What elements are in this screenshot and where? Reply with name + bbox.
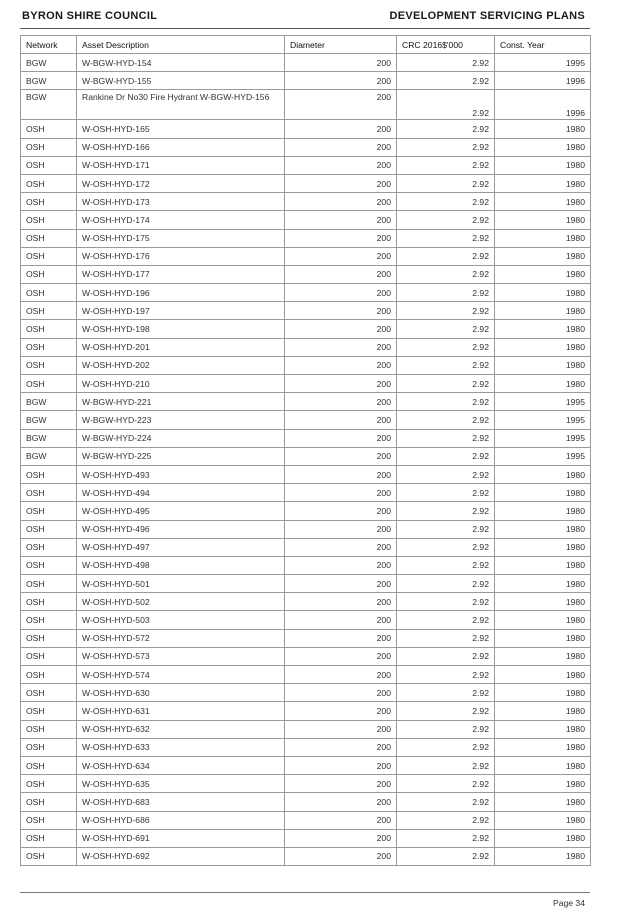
diameter-cell: 200 <box>285 502 397 520</box>
diameter-cell: 200 <box>285 284 397 302</box>
table-row <box>21 520 591 538</box>
crc-cell: 2.92 <box>397 393 495 411</box>
table-header-row <box>21 36 591 54</box>
crc-cell: 2.92 <box>397 211 495 229</box>
crc-cell: 2.92 <box>397 447 495 465</box>
network-cell: OSH <box>21 320 77 338</box>
crc-cell: 2.92 <box>397 629 495 647</box>
asset-description-cell: W-OSH-HYD-501 <box>77 575 285 593</box>
const-year-cell: 1995 <box>495 447 591 465</box>
crc-cell: 2.92 <box>397 265 495 283</box>
asset-description-cell: W-BGW-HYD-223 <box>77 411 285 429</box>
network-cell: OSH <box>21 247 77 265</box>
const-year-cell: 1980 <box>495 593 591 611</box>
table-row <box>21 847 591 865</box>
const-year-cell: 1980 <box>495 811 591 829</box>
diameter-cell: 200 <box>285 847 397 865</box>
diameter-cell: 200 <box>285 320 397 338</box>
crc-cell: 2.92 <box>397 465 495 483</box>
diameter-cell: 200 <box>285 793 397 811</box>
const-year-cell: 1995 <box>495 393 591 411</box>
diameter-cell: 200 <box>285 356 397 374</box>
crc-cell: 2.92 <box>397 666 495 684</box>
network-cell: OSH <box>21 538 77 556</box>
crc-cell: 2.92 <box>397 338 495 356</box>
const-year-cell: 1980 <box>495 720 591 738</box>
network-cell: OSH <box>21 829 77 847</box>
header-divider <box>20 28 590 29</box>
network-cell: BGW <box>21 429 77 447</box>
crc-cell: 2.92 <box>397 320 495 338</box>
table-row <box>21 375 591 393</box>
column-header-asset-description: Asset Description <box>77 36 285 54</box>
diameter-cell: 200 <box>285 756 397 774</box>
asset-description-cell: W-BGW-HYD-155 <box>77 72 285 90</box>
const-year-cell: 1980 <box>495 793 591 811</box>
diameter-cell: 200 <box>285 593 397 611</box>
crc-cell: 2.92 <box>397 520 495 538</box>
asset-description-cell: W-OSH-HYD-496 <box>77 520 285 538</box>
table-row <box>21 465 591 483</box>
network-cell: OSH <box>21 702 77 720</box>
crc-cell: 2.92 <box>397 847 495 865</box>
asset-description-cell: W-OSH-HYD-175 <box>77 229 285 247</box>
table-row <box>21 411 591 429</box>
const-year-cell: 1980 <box>495 756 591 774</box>
const-year-cell: 1980 <box>495 229 591 247</box>
asset-description-cell: W-OSH-HYD-686 <box>77 811 285 829</box>
asset-description-cell: W-OSH-HYD-572 <box>77 629 285 647</box>
table-row <box>21 211 591 229</box>
table-row <box>21 429 591 447</box>
network-cell: OSH <box>21 265 77 283</box>
network-cell: BGW <box>21 90 77 120</box>
table-row <box>21 193 591 211</box>
asset-description-cell: W-OSH-HYD-210 <box>77 375 285 393</box>
crc-cell: 2.92 <box>397 702 495 720</box>
const-year-cell: 1980 <box>495 174 591 192</box>
crc-cell: 2.92 <box>397 556 495 574</box>
network-cell: OSH <box>21 156 77 174</box>
asset-description-cell: W-OSH-HYD-498 <box>77 556 285 574</box>
network-cell: OSH <box>21 684 77 702</box>
const-year-cell: 1980 <box>495 829 591 847</box>
table-row <box>21 156 591 174</box>
network-cell: BGW <box>21 411 77 429</box>
crc-cell: 2.92 <box>397 502 495 520</box>
table-row <box>21 756 591 774</box>
table-row <box>21 684 591 702</box>
asset-description-cell: W-OSH-HYD-198 <box>77 320 285 338</box>
diameter-cell: 200 <box>285 338 397 356</box>
const-year-cell: 1980 <box>495 847 591 865</box>
const-year-cell: 1980 <box>495 247 591 265</box>
document-title: DEVELOPMENT SERVICING PLANS <box>389 10 585 22</box>
column-header-diameter: Diameter <box>285 36 397 54</box>
crc-cell: 2.92 <box>397 356 495 374</box>
column-header-const-year: Const. Year <box>495 36 591 54</box>
asset-description-cell: W-OSH-HYD-172 <box>77 174 285 192</box>
asset-description-cell: W-OSH-HYD-177 <box>77 265 285 283</box>
crc-cell: 2.92 <box>397 284 495 302</box>
crc-cell: 2.92 <box>397 174 495 192</box>
diameter-cell: 200 <box>285 829 397 847</box>
asset-description-cell: W-OSH-HYD-202 <box>77 356 285 374</box>
table-row <box>21 356 591 374</box>
diameter-cell: 200 <box>285 375 397 393</box>
table-row <box>21 284 591 302</box>
column-header-network: Network <box>21 36 77 54</box>
table-row <box>21 90 591 120</box>
network-cell: OSH <box>21 611 77 629</box>
table-row <box>21 702 591 720</box>
table-row <box>21 120 591 138</box>
const-year-cell: 1995 <box>495 429 591 447</box>
crc-cell: 2.92 <box>397 738 495 756</box>
diameter-cell: 200 <box>285 465 397 483</box>
diameter-cell: 200 <box>285 647 397 665</box>
diameter-cell: 200 <box>285 429 397 447</box>
table-row <box>21 54 591 72</box>
asset-description-cell: W-OSH-HYD-174 <box>77 211 285 229</box>
crc-cell: 2.92 <box>397 411 495 429</box>
network-cell: OSH <box>21 720 77 738</box>
diameter-cell: 200 <box>285 738 397 756</box>
crc-cell: 2.92 <box>397 793 495 811</box>
table-row <box>21 320 591 338</box>
network-cell: OSH <box>21 575 77 593</box>
crc-cell: 2.92 <box>397 538 495 556</box>
asset-description-cell: W-OSH-HYD-574 <box>77 666 285 684</box>
const-year-cell: 1980 <box>495 375 591 393</box>
const-year-cell: 1980 <box>495 120 591 138</box>
table-row <box>21 302 591 320</box>
const-year-cell: 1980 <box>495 211 591 229</box>
crc-cell: 2.92 <box>397 756 495 774</box>
asset-table-body <box>21 54 591 866</box>
const-year-cell: 1980 <box>495 302 591 320</box>
table-row <box>21 720 591 738</box>
const-year-cell: 1980 <box>495 502 591 520</box>
table-row <box>21 229 591 247</box>
crc-cell: 2.92 <box>397 54 495 72</box>
diameter-cell: 200 <box>285 90 397 120</box>
asset-description-cell: W-OSH-HYD-632 <box>77 720 285 738</box>
crc-cell: 2.92 <box>397 375 495 393</box>
network-cell: OSH <box>21 811 77 829</box>
const-year-cell: 1980 <box>495 138 591 156</box>
const-year-cell: 1980 <box>495 356 591 374</box>
asset-description-cell: W-OSH-HYD-166 <box>77 138 285 156</box>
diameter-cell: 200 <box>285 72 397 90</box>
page-number: Page 34 <box>552 898 585 908</box>
network-cell: OSH <box>21 284 77 302</box>
const-year-cell: 1980 <box>495 338 591 356</box>
const-year-cell: 1980 <box>495 629 591 647</box>
diameter-cell: 200 <box>285 538 397 556</box>
network-cell: OSH <box>21 211 77 229</box>
crc-cell: 2.92 <box>397 829 495 847</box>
asset-description-cell: W-OSH-HYD-173 <box>77 193 285 211</box>
const-year-cell: 1980 <box>495 702 591 720</box>
table-row <box>21 629 591 647</box>
diameter-cell: 200 <box>285 411 397 429</box>
asset-description-cell: W-OSH-HYD-494 <box>77 484 285 502</box>
table-row <box>21 775 591 793</box>
asset-description-cell: W-OSH-HYD-683 <box>77 793 285 811</box>
network-cell: OSH <box>21 556 77 574</box>
table-row <box>21 593 591 611</box>
const-year-cell: 1980 <box>495 647 591 665</box>
network-cell: BGW <box>21 72 77 90</box>
asset-description-cell: W-OSH-HYD-165 <box>77 120 285 138</box>
network-cell: OSH <box>21 356 77 374</box>
asset-description-cell: W-BGW-HYD-221 <box>77 393 285 411</box>
network-cell: OSH <box>21 193 77 211</box>
network-cell: OSH <box>21 520 77 538</box>
crc-cell: 2.92 <box>397 138 495 156</box>
crc-cell: 2.92 <box>397 229 495 247</box>
crc-cell: 2.92 <box>397 720 495 738</box>
asset-description-cell: W-OSH-HYD-196 <box>77 284 285 302</box>
diameter-cell: 200 <box>285 666 397 684</box>
table-row <box>21 338 591 356</box>
network-cell: OSH <box>21 793 77 811</box>
footer-divider <box>20 892 590 893</box>
diameter-cell: 200 <box>285 156 397 174</box>
network-cell: OSH <box>21 138 77 156</box>
diameter-cell: 200 <box>285 247 397 265</box>
crc-cell: 2.92 <box>397 575 495 593</box>
const-year-cell: 1980 <box>495 320 591 338</box>
table-row <box>21 265 591 283</box>
const-year-cell: 1980 <box>495 556 591 574</box>
diameter-cell: 200 <box>285 54 397 72</box>
table-row <box>21 484 591 502</box>
network-cell: OSH <box>21 738 77 756</box>
asset-description-cell: W-BGW-HYD-154 <box>77 54 285 72</box>
table-row <box>21 829 591 847</box>
table-row <box>21 738 591 756</box>
crc-cell: 2.92 <box>397 156 495 174</box>
table-row <box>21 793 591 811</box>
const-year-cell: 1980 <box>495 666 591 684</box>
const-year-cell: 1980 <box>495 775 591 793</box>
diameter-cell: 200 <box>285 520 397 538</box>
network-cell: OSH <box>21 229 77 247</box>
network-cell: BGW <box>21 54 77 72</box>
diameter-cell: 200 <box>285 684 397 702</box>
asset-description-cell: W-OSH-HYD-631 <box>77 702 285 720</box>
asset-description-cell: W-OSH-HYD-692 <box>77 847 285 865</box>
diameter-cell: 200 <box>285 393 397 411</box>
diameter-cell: 200 <box>285 265 397 283</box>
asset-description-cell: W-OSH-HYD-176 <box>77 247 285 265</box>
asset-description-cell: Rankine Dr No30 Fire Hydrant W-BGW-HYD-156 <box>77 90 285 120</box>
diameter-cell: 200 <box>285 629 397 647</box>
table-row <box>21 72 591 90</box>
const-year-cell: 1996 <box>495 72 591 90</box>
diameter-cell: 200 <box>285 556 397 574</box>
table-row <box>21 538 591 556</box>
diameter-cell: 200 <box>285 174 397 192</box>
table-row <box>21 502 591 520</box>
table-row <box>21 575 591 593</box>
network-cell: OSH <box>21 629 77 647</box>
const-year-cell: 1980 <box>495 575 591 593</box>
network-cell: OSH <box>21 484 77 502</box>
crc-cell: 2.92 <box>397 302 495 320</box>
const-year-cell: 1980 <box>495 520 591 538</box>
table-row <box>21 647 591 665</box>
network-cell: OSH <box>21 775 77 793</box>
network-cell: OSH <box>21 847 77 865</box>
const-year-cell: 1980 <box>495 484 591 502</box>
diameter-cell: 200 <box>285 120 397 138</box>
diameter-cell: 200 <box>285 775 397 793</box>
column-header-crc: CRC 2016$'000 <box>397 36 495 54</box>
crc-cell: 2.92 <box>397 429 495 447</box>
table-row <box>21 247 591 265</box>
network-cell: OSH <box>21 375 77 393</box>
table-row <box>21 811 591 829</box>
asset-description-cell: W-OSH-HYD-633 <box>77 738 285 756</box>
const-year-cell: 1980 <box>495 284 591 302</box>
diameter-cell: 200 <box>285 484 397 502</box>
asset-description-cell: W-OSH-HYD-171 <box>77 156 285 174</box>
asset-description-cell: W-OSH-HYD-634 <box>77 756 285 774</box>
network-cell: OSH <box>21 302 77 320</box>
crc-cell: 2.92 <box>397 775 495 793</box>
diameter-cell: 200 <box>285 229 397 247</box>
crc-cell: 2.92 <box>397 611 495 629</box>
diameter-cell: 200 <box>285 811 397 829</box>
crc-cell: 2.92 <box>397 811 495 829</box>
diameter-cell: 200 <box>285 611 397 629</box>
council-name: BYRON SHIRE COUNCIL <box>22 10 158 22</box>
table-row <box>21 393 591 411</box>
asset-description-cell: W-OSH-HYD-197 <box>77 302 285 320</box>
const-year-cell: 1980 <box>495 193 591 211</box>
diameter-cell: 200 <box>285 720 397 738</box>
crc-cell: 2.92 <box>397 193 495 211</box>
page-header <box>22 10 585 24</box>
network-cell: OSH <box>21 666 77 684</box>
asset-description-cell: W-OSH-HYD-493 <box>77 465 285 483</box>
const-year-cell: 1980 <box>495 156 591 174</box>
crc-cell: 2.92 <box>397 247 495 265</box>
crc-cell: 2.92 <box>397 647 495 665</box>
const-year-cell: 1995 <box>495 54 591 72</box>
const-year-cell: 1980 <box>495 611 591 629</box>
network-cell: OSH <box>21 647 77 665</box>
crc-cell: 2.92 <box>397 120 495 138</box>
const-year-cell: 1996 <box>495 90 591 120</box>
network-cell: BGW <box>21 393 77 411</box>
asset-description-cell: W-OSH-HYD-573 <box>77 647 285 665</box>
network-cell: OSH <box>21 756 77 774</box>
asset-description-cell: W-OSH-HYD-635 <box>77 775 285 793</box>
asset-description-cell: W-OSH-HYD-201 <box>77 338 285 356</box>
crc-cell: 2.92 <box>397 684 495 702</box>
table-row <box>21 556 591 574</box>
diameter-cell: 200 <box>285 302 397 320</box>
const-year-cell: 1995 <box>495 411 591 429</box>
const-year-cell: 1980 <box>495 465 591 483</box>
network-cell: BGW <box>21 447 77 465</box>
table-row <box>21 174 591 192</box>
diameter-cell: 200 <box>285 702 397 720</box>
crc-cell: 2.92 <box>397 593 495 611</box>
network-cell: OSH <box>21 120 77 138</box>
asset-description-cell: W-OSH-HYD-691 <box>77 829 285 847</box>
table-row <box>21 447 591 465</box>
network-cell: OSH <box>21 174 77 192</box>
const-year-cell: 1980 <box>495 738 591 756</box>
asset-description-cell: W-OSH-HYD-502 <box>77 593 285 611</box>
network-cell: OSH <box>21 465 77 483</box>
network-cell: OSH <box>21 502 77 520</box>
network-cell: OSH <box>21 593 77 611</box>
asset-table <box>20 35 591 866</box>
const-year-cell: 1980 <box>495 538 591 556</box>
const-year-cell: 1980 <box>495 265 591 283</box>
crc-cell: 2.92 <box>397 484 495 502</box>
diameter-cell: 200 <box>285 575 397 593</box>
network-cell: OSH <box>21 338 77 356</box>
diameter-cell: 200 <box>285 211 397 229</box>
diameter-cell: 200 <box>285 193 397 211</box>
asset-description-cell: W-OSH-HYD-630 <box>77 684 285 702</box>
diameter-cell: 200 <box>285 138 397 156</box>
crc-cell: 2.92 <box>397 72 495 90</box>
crc-cell: 2.92 <box>397 90 495 120</box>
table-row <box>21 138 591 156</box>
asset-description-cell: W-BGW-HYD-225 <box>77 447 285 465</box>
asset-description-cell: W-OSH-HYD-497 <box>77 538 285 556</box>
asset-description-cell: W-OSH-HYD-503 <box>77 611 285 629</box>
asset-description-cell: W-OSH-HYD-495 <box>77 502 285 520</box>
table-row <box>21 666 591 684</box>
diameter-cell: 200 <box>285 447 397 465</box>
const-year-cell: 1980 <box>495 684 591 702</box>
asset-description-cell: W-BGW-HYD-224 <box>77 429 285 447</box>
table-row <box>21 611 591 629</box>
